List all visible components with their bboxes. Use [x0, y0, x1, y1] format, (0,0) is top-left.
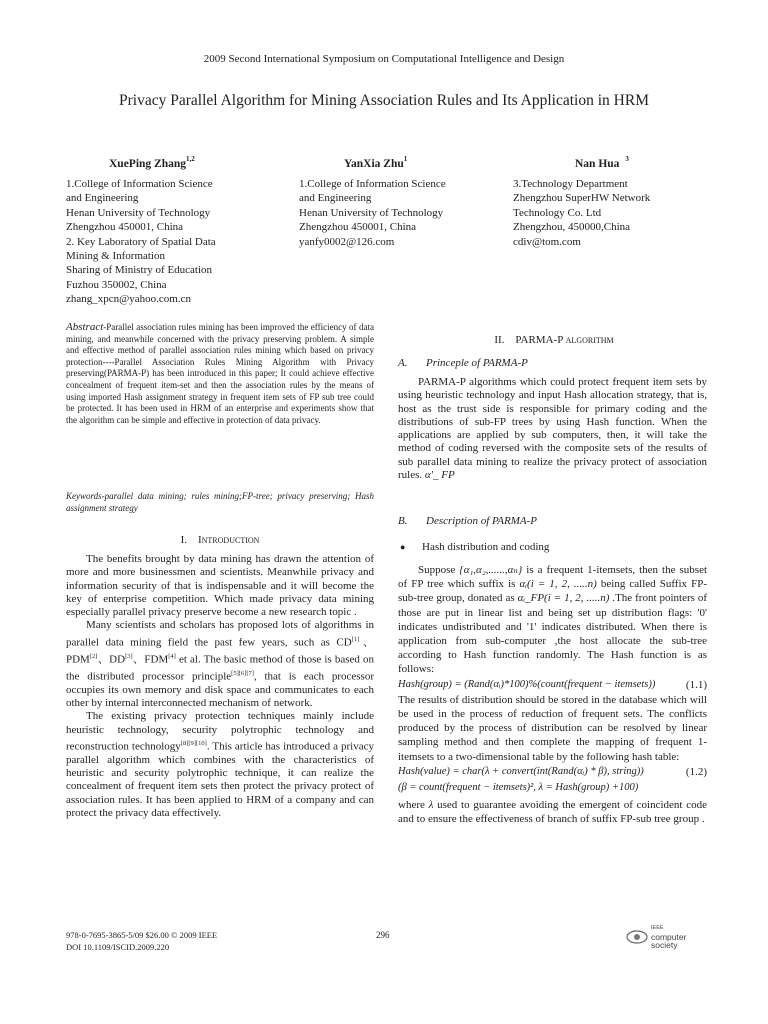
math-inline: αᵢ_FP(i = 1, 2, .....n)	[517, 592, 610, 605]
ieee-computer-society-logo	[626, 924, 686, 950]
section-title: Introduction	[197, 534, 260, 546]
author-name: YanXia Zhu	[344, 157, 404, 170]
affiliation-line: 2. Key Laboratory of Spatial Data	[66, 235, 216, 248]
section-title: PARMA-P algorithm	[515, 334, 614, 346]
text-run: 、FDM	[132, 653, 169, 666]
subsection-b-body	[398, 563, 707, 827]
affiliation-line: Henan University of Technology	[299, 206, 444, 219]
isbn-line: 978-0-7695-3865-5/09 $26.00 © 2009 IEEE	[66, 930, 218, 940]
affiliation-line: Fuzhou 350002, China	[66, 278, 167, 291]
subsection-letter: B.	[398, 515, 408, 527]
bullet-icon: ●	[400, 542, 406, 552]
paragraph	[66, 710, 374, 820]
author-3-name	[575, 156, 629, 170]
equation-1-1	[398, 678, 707, 692]
section-1-body	[66, 553, 374, 820]
logo-line-1: computer	[651, 931, 687, 942]
paragraph: The results of distribution should be stored in the database which will be used in the process of reduction of frequent sets. The conflicts produced by the process of distribution can be resolved by linear sampling method and then complete the mapping of frequent 1-itemsets to a two-dimensional table by the following hash table:	[398, 693, 707, 763]
math-inline: λ	[428, 799, 434, 812]
equation: Hash(value) = char(λ + convert(int(Rand(αᵢ) * β), string))	[398, 765, 644, 777]
keywords: Keywords-parallel data mining; rules mining;FP-tree; privacy preserving; Hash assignment strategy	[66, 491, 374, 513]
subsection-letter: A.	[398, 357, 408, 369]
page-number: 296	[376, 930, 390, 940]
subsection-a-body	[398, 376, 707, 482]
citation: [2]	[89, 652, 98, 660]
author-email: yanfy0002@126.com	[299, 235, 395, 248]
abstract-heading: Abstract	[66, 321, 104, 333]
affiliation-line: and Engineering	[299, 192, 372, 205]
text-run: is a frequent 1-itemsets, then the subset of FP tree which suffix is	[398, 564, 708, 591]
subsection-title: Description of PARMA-P	[426, 515, 537, 527]
bullet-label: Hash distribution and coding	[422, 541, 550, 553]
affiliation-line: Technology Co. Ltd	[513, 206, 602, 219]
author-sup: 1	[403, 155, 408, 163]
section-1-heading	[66, 534, 374, 546]
affiliation-line: Zhengzhou 450001, China	[299, 221, 417, 234]
author-1-affiliation	[66, 177, 216, 307]
affiliation-line: 1.College of Information Science	[299, 178, 446, 190]
text-run: , that is each processor occupies its own memory and disk space and communicates to each other by internal interconnected mechanism of network.	[66, 670, 374, 709]
affiliation-line: Zhengzhou, 450000,China	[513, 221, 631, 234]
logo-line-2: society	[651, 940, 678, 950]
doi-line: DOI 10.1109/ISCID.2009.220	[66, 942, 170, 952]
abstract-text: -Parallel association rules mining has been improved the efficiency of data mining, and meanwhile concerned with the privacy preserving problem. A simple and effective method of parallel association rules mining which based on privacy protection----Parallel Association Rules Mining Algorithm with Privacy preserving(PARMA-P) has been introduced in this paper; It could achieve effective concealment of frequent item-set and then the association rules by the means of using imported Hash assignment strategy in frequent item sets of FP sub tree could be protected. It has been used in HRM of an enterprise and experiments show that the algorithm can be simple and effective in protection of data privacy.	[66, 322, 374, 425]
section-number: I.	[180, 534, 187, 546]
author-email: zhang_xpcn@yahoo.com.cn	[66, 293, 191, 306]
affiliation-line: Henan University of Technology	[66, 206, 211, 219]
affiliation-line: Zhengzhou SuperHW Network	[513, 192, 651, 205]
abstract	[66, 322, 374, 426]
citation: [3]	[125, 652, 133, 660]
conference-name: 2009 Second International Symposium on Computational Intelligence and Design	[203, 53, 565, 65]
citation: [8][9][10]	[180, 739, 207, 747]
text-run: 、DD	[97, 653, 126, 666]
text-run: . This article has introduced a privacy parallel algorithm which combines with the characteristics of heuristic and security polytrophic technique, it can realize the concealment of frequent item sets then protect the privacy protect of association rules. It has been applied to HRM of a company and can protect the privacy data effectively.	[66, 740, 374, 819]
author-2-name	[344, 156, 407, 170]
equation-number: (1.2)	[685, 765, 707, 778]
paragraph	[66, 619, 374, 710]
text-run: 、PDM	[66, 636, 374, 666]
text-run: Many scientists and scholars has proposed lots of algorithms in parallel data mining field the past few years, such as CD	[66, 619, 374, 649]
equation-1-2	[398, 765, 707, 779]
logo-ieee: IEEE	[651, 925, 664, 931]
text-run: The existing privacy protection techniques mainly include heuristic technology, security polytrophic technology and reconstruction technology	[66, 710, 374, 753]
paragraph: The benefits brought by data mining has drawn the attention of more and more businessmen and scientists. Meanwhile privacy and information security of that is indispensable and it will become the key of enterprise competition. Which made privacy data mining especially parallel privacy preserve become a new research topic .	[66, 553, 374, 619]
text-run: Suppose	[418, 564, 460, 576]
text-run: et al. The basic method of those is based on the distributed processor principle	[66, 653, 374, 683]
affiliation-line: 3.Technology Department	[513, 178, 628, 190]
section-number: II.	[494, 334, 505, 346]
paragraph	[398, 376, 707, 482]
math-inline: α'_ FP	[422, 469, 455, 482]
math-inline: αᵢ(i = 1, 2, .....n)	[519, 578, 597, 591]
author-1-name	[109, 156, 195, 170]
author-name: XuePing Zhang	[109, 157, 187, 170]
text-run: used to guarantee avoiding the emergent of coincident code and to ensure the effectiveness of branch of suffix FP-sub tree group .	[398, 799, 707, 826]
bullet-item	[400, 541, 549, 553]
subsection-title: Princeple of PARMA-P	[426, 357, 528, 369]
paragraph	[398, 563, 707, 677]
affiliation-line: Mining & Information	[66, 250, 165, 263]
author-sup: 3	[625, 155, 629, 163]
equation: Hash(group) = (Rand(αᵢ)*100)%(count(frequent − itemsets))	[398, 678, 656, 690]
author-3-affiliation	[513, 177, 650, 249]
affiliation-line: Zhengzhou 450001, China	[66, 221, 184, 234]
author-email: cdiv@tom.com	[513, 235, 581, 248]
affiliation-line: and Engineering	[66, 192, 139, 205]
text-run: being called Suffix FP-sub-tree group, donated as	[398, 578, 707, 605]
logo-text	[651, 924, 686, 950]
text-run: .The front pointers of those are put in linear list and being set up distribution flags: '0' indicates undistributed and '1' indicates distributed. When there is application from sub-computer ,the host allocate the sub-tree according to Hash function randomly. The Hash function is as follows:	[398, 592, 707, 676]
computer-society-icon	[626, 930, 648, 944]
affiliation-line: 1.College of Information Science	[66, 178, 213, 190]
math-inline: {α₁,α₂,......,αₙ}	[459, 564, 523, 576]
author-name: Nan Hua	[575, 157, 620, 170]
affiliation-line: Sharing of Ministry of Education	[66, 264, 213, 277]
subsection-b-heading	[398, 515, 537, 527]
text-run: where	[398, 799, 429, 812]
paper-title: Privacy Parallel Algorithm for Mining Association Rules and Its Application in HRM	[119, 92, 649, 109]
author-sup: 1,2	[186, 155, 195, 163]
paragraph	[398, 798, 707, 826]
citation: [5][6][7]	[231, 669, 254, 677]
subsection-a-heading	[398, 357, 528, 369]
equation: (β = count(frequent − itemsets)², λ = Hash(group) +100)	[398, 782, 639, 794]
equation-number: (1.1)	[685, 678, 707, 691]
author-2-affiliation	[299, 177, 446, 249]
footer-info	[66, 929, 217, 953]
equation-1-2-params	[398, 781, 707, 795]
citation: [1]	[351, 635, 360, 643]
section-2-heading	[400, 334, 708, 346]
text-run: PARMA-P algorithms which could protect frequent item sets by using heuristic technology and input Hash allocation strategy, that is, host as the trust side is responsible for primary coding and the distributions of sub-FP trees by using Hash function. When the applications are applied by sub computers, then, it will take the method of coding reversed with the composite sets of the results of sub parallel data mining to realize the privacy protect of association rules.	[398, 376, 707, 482]
citation: [4]	[168, 652, 176, 660]
